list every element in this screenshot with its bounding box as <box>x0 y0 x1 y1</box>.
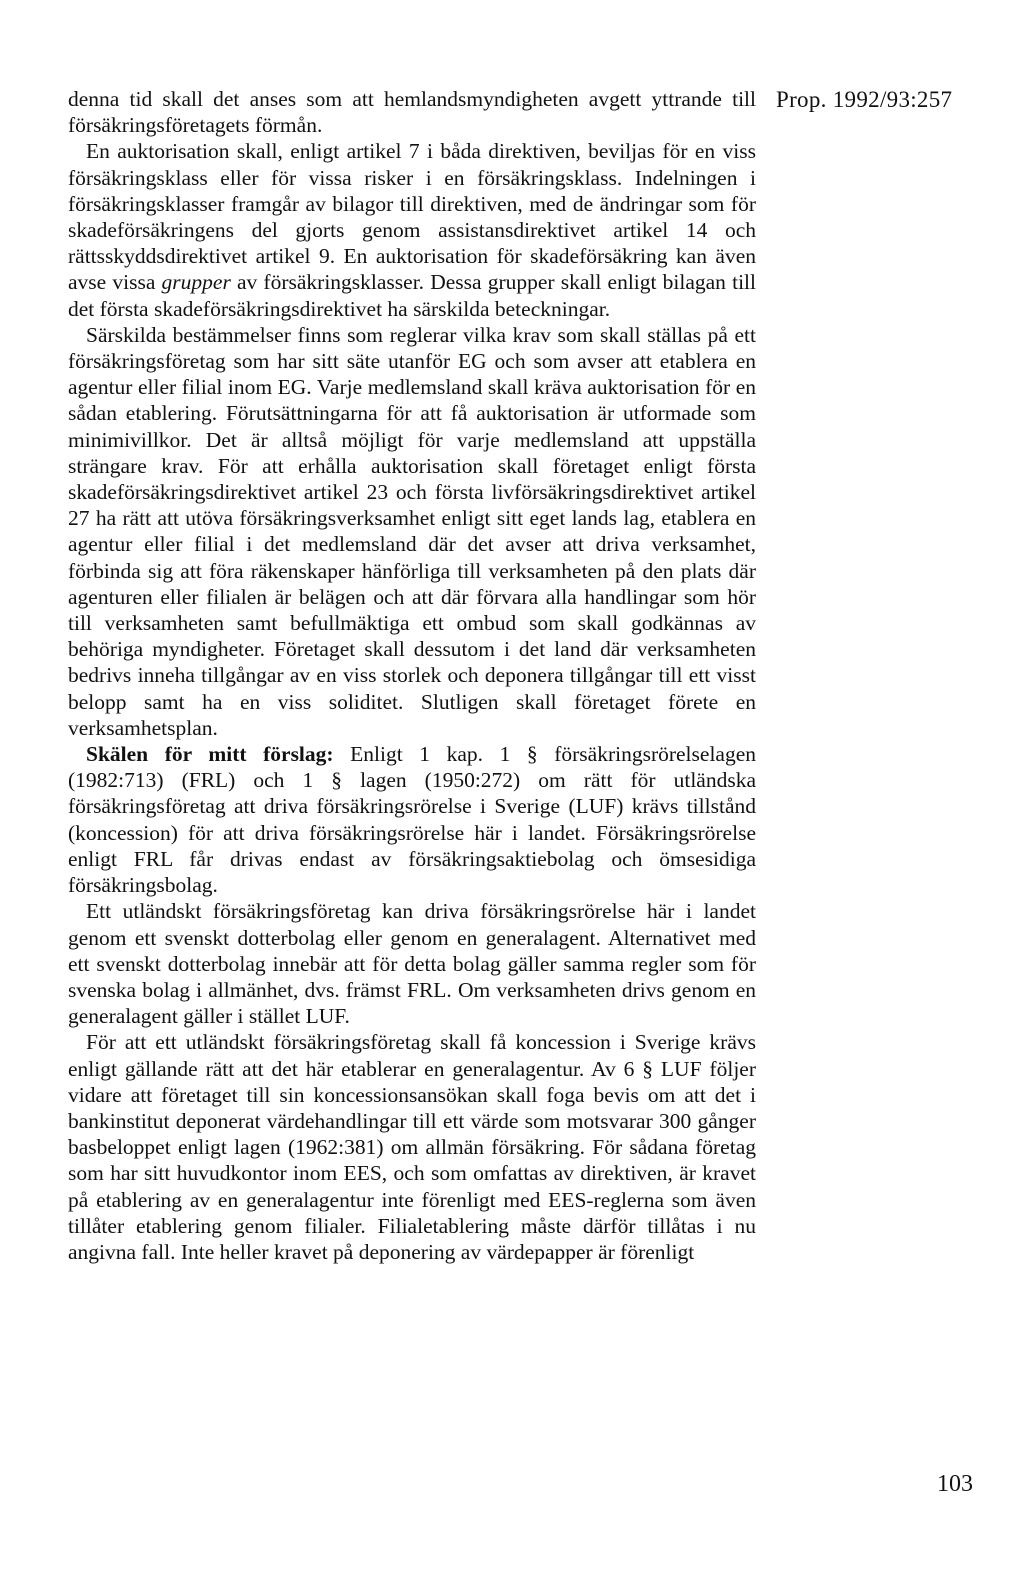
body-text <box>68 86 756 1265</box>
paragraph-2-emphasis: grupper <box>161 270 231 295</box>
paragraph-4 <box>68 741 756 898</box>
paragraph-5: Ett utländskt försäkringsföretag kan driva försäkringsrörelse här i landet genom ett svenskt dotterbolag eller genom en generalagent. Alternativet med ett svenskt dotterbolag innebär att för detta bolag gäller samma regler som för svenska bolag i allmänhet, dvs. främst FRL. Om verksamheten drivs genom en generalagent gäller i stället LUF. <box>68 899 756 1029</box>
paragraph-2-tail: av försäkringsklasser. Dessa grupper skall enligt bilagan till det första skadeförsäkringsdirektivet ha särskilda beteckningar. <box>68 270 756 321</box>
paragraph-1: denna tid skall det anses som att hemlandsmyndigheten avgett yttrande till försäkringsföretagets förmån. <box>68 87 756 138</box>
paragraph-2-text: En auktorisation skall, enligt artikel 7 i båda direktiven, beviljas för en viss försäkringsklass eller för vissa risker i en försäkringsklass. Indelningen i försäkringsklasser framgår av bilagor till direktiven, med de ändringar som för skadeförsäkringens del gjorts genom assistansdirektivet artikel 14 och rättsskyddsdirektivet artikel 9. En auktorisation för skadeförsäkring kan även avse vissa <box>68 139 756 295</box>
section-heading: Skälen för mitt förslag: <box>86 742 334 767</box>
page-number: 103 <box>937 1471 973 1497</box>
prop-reference: Prop. 1992/93:257 <box>776 87 953 112</box>
paragraph-2 <box>68 138 756 321</box>
paragraph-4-text: Enligt 1 kap. 1 § försäkringsrörelselagen (1982:713) (FRL) och 1 § lagen (1950:272) om rätt för utländska försäkringsföretag att driva försäkringsrörelse i Sverige (LUF) krävs tillstånd (koncession) för att driva försäkringsrörelse här i landet. Försäkringsrörelse enligt FRL får drivas endast av försäkringsaktiebolag och ömsesidiga försäkringsbolag. <box>68 742 756 898</box>
paragraph-3: Särskilda bestämmelser finns som reglerar vilka krav som skall ställas på ett försäkringsföretag som har sitt säte utanför EG och som avser att etablera en agentur eller filial inom EG. Varje medlemsland skall kräva auktorisation för en sådan etablering. Förutsättningarna för att få auktorisation är utformade som minimivillkor. Det är alltså möjligt för varje medlemsland att uppställa strängare krav. För att erhålla auktorisation skall företaget enligt första skadeförsäkringsdirektivet artikel 23 och första livförsäkringsdirektivet artikel 27 ha rätt att utöva försäkringsverksamhet enligt sitt eget lands lag, etablera en agentur eller filial i det medlemsland där det avser att driva verksamhet, förbinda sig att föra räkenskaper hänförliga till verksamheten på den plats där agenturen eller filialen är belägen och att där förvara alla handlingar som hör till verksamheten samt befullmäktiga ett ombud som skall godkännas av behöriga myndigheter. Företaget skall dessutom i det land där verksamheten bedrivs inneha tillgångar av en viss storlek och deponera tillgångar till ett visst belopp samt ha en viss soliditet. Slutligen skall företaget förete en verksamhetsplan. <box>68 322 756 740</box>
paragraph-6: För att ett utländskt försäkringsföretag skall få koncession i Sverige krävs enligt gällande rätt att det här etablerar en generalagentur. Av 6 § LUF följer vidare att företaget till sin koncessionsansökan skall foga bevis om att det i bankinstitut deponerat värdehandlingar till ett värde som motsvarar 300 gånger basbeloppet enligt lagen (1962:381) om allmän försäkring. För sådana företag som har sitt huvudkontor inom EES, och som omfattas av direktiven, är kravet på etablering av en generalagentur inte förenligt med EES-reglerna som även tillåter etablering genom filialer. Filialetablering måste därför tillåtas i nu angivna fall. Inte heller kravet på deponering av värdepapper är förenligt <box>68 1030 756 1264</box>
